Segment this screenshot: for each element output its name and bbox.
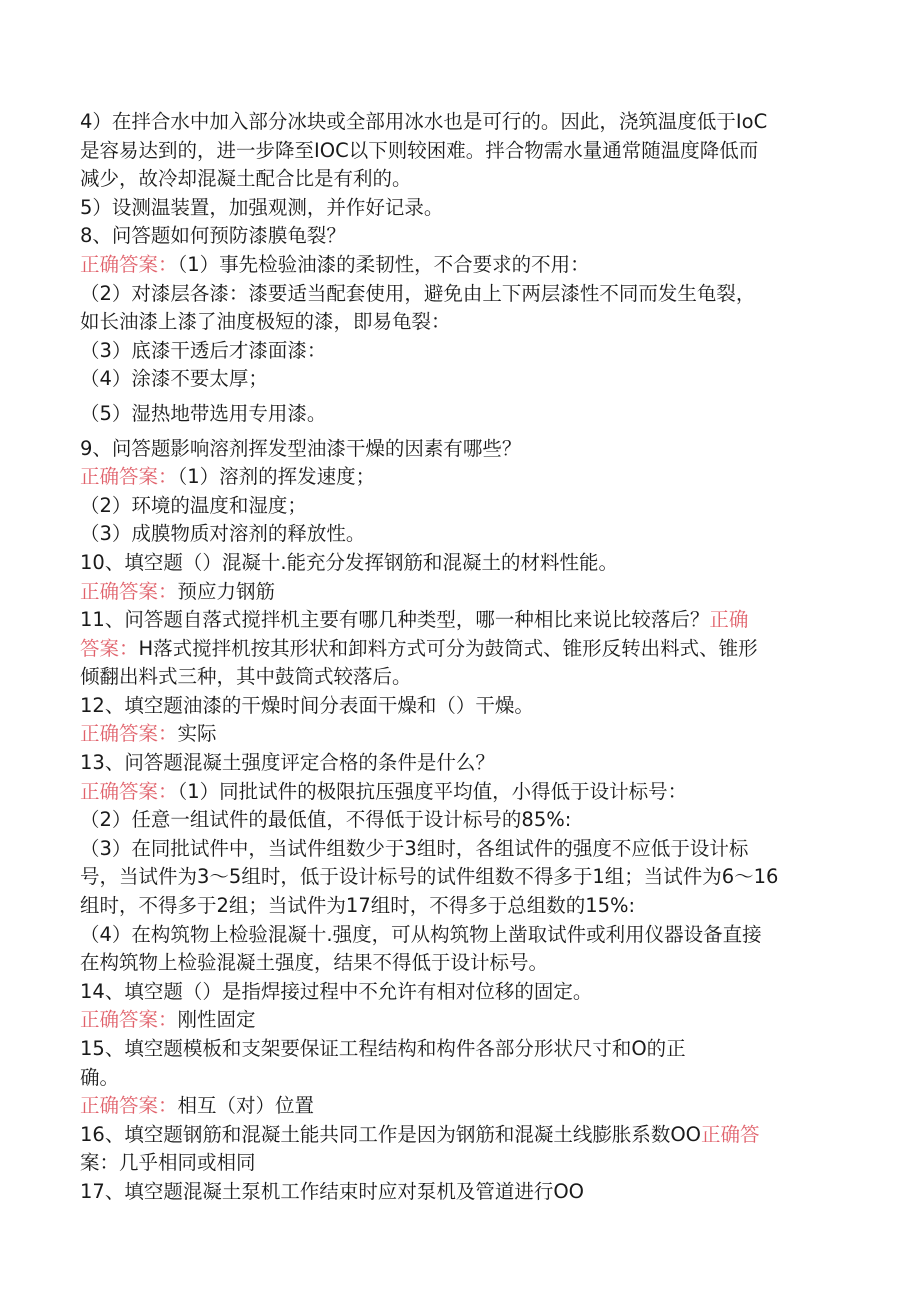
answer-label: 正确答案： [80, 579, 178, 603]
line-text: H落式搅拌机按其形状和卸料方式可分为鼓筒式、锥形反转出料式、锥形 [138, 636, 758, 660]
line-text: （2）对漆层各漆：漆要适当配套使用，避免由上下两层漆性不同而发生龟裂， [80, 281, 756, 305]
text-line [80, 635, 840, 664]
answer-label: 答案： [80, 636, 139, 660]
line-text: 减少，故冷却混凝土配合比是有利的。 [80, 167, 412, 191]
text-line [80, 1064, 840, 1093]
line-text: 15、填空题模板和支架要保证工程结构和构件各部分形状尺寸和O的正 [80, 1037, 686, 1060]
answer-label: 正确答案： [80, 1008, 178, 1032]
text-line [80, 720, 840, 749]
text-line [80, 137, 840, 166]
line-text: 组时，不得多于2组；当试件为17组时，不得多于总组数的15%: [80, 894, 636, 918]
answer-label: 正确答案： [80, 779, 178, 803]
line-text: 倾翻出料式三种，其中鼓筒式较落后。 [80, 665, 412, 689]
line-text: 5）设测温装置，加强观测，并作好记录。 [80, 195, 444, 219]
text-line [80, 949, 840, 978]
document-body [80, 108, 840, 1207]
line-text: 4）在拌合水中加入部分冰块或全部用冰水也是可行的。因此，浇筑温度低于IoC [80, 110, 768, 133]
text-line [80, 863, 840, 892]
line-text: （4）涂漆不要太厚； [80, 367, 268, 391]
text-line [80, 520, 840, 549]
text-line [80, 1035, 840, 1064]
line-text: 12、填空题油漆的干燥时间分表面干燥和（）干燥。 [80, 693, 534, 717]
answer-label: 正确答案： [80, 722, 178, 746]
text-line [80, 108, 840, 137]
text-line [80, 892, 840, 921]
text-line [80, 365, 840, 394]
text-line [80, 435, 840, 464]
text-line [80, 1121, 840, 1150]
text-line [80, 463, 840, 492]
text-line [80, 280, 840, 309]
text-line [80, 492, 840, 521]
line-text: 号，当试件为3～5组时，低于设计标号的试件组数不得多于1组；当试件为6～16 [80, 865, 779, 889]
text-line [80, 222, 840, 251]
text-line [80, 308, 840, 337]
text-line [80, 835, 840, 864]
text-line [80, 921, 840, 950]
line-text: （2）任意一组试件的最低值，不得低于设计标号的85%: [80, 808, 572, 832]
line-text: （3）底漆干透后才漆面漆： [80, 338, 327, 362]
line-text: 实际 [177, 722, 217, 746]
answer-label: 正确答案： [80, 1094, 178, 1118]
text-line [80, 578, 840, 607]
line-text: 10、填空题（）混凝十.能充分发挥钢筋和混凝土的材料性能。 [80, 550, 619, 574]
text-line [80, 749, 840, 778]
text-line [80, 1178, 840, 1207]
text-line [80, 778, 840, 807]
answer-label: 正确答案： [80, 252, 178, 276]
line-text: （2）环境的温度和湿度； [80, 493, 307, 517]
text-line [80, 549, 840, 578]
answer-label: 正确答案： [80, 465, 178, 489]
text-line [80, 337, 840, 366]
answer-label-start: 正确 [709, 608, 749, 632]
text-line [80, 1149, 840, 1178]
line-text: 相互（对）位置 [177, 1094, 315, 1118]
line-text: 17、填空题混凝土泵机工作结束时应对泵机及管道进行OO [80, 1179, 585, 1203]
line-text: 9、问答题影响溶剂挥发型油漆干燥的因素有哪些？ [80, 436, 522, 460]
text-line [80, 400, 840, 429]
answer-label-start: 正确答 [701, 1122, 760, 1146]
line-text: 11、问答题自落式搅拌机主要有哪几种类型，哪一种相比来说比较落后？ [80, 608, 710, 632]
line-text: （1）溶剂的挥发速度； [177, 465, 376, 489]
text-line [80, 663, 840, 692]
line-text: 是容易达到的，进一步降至IOC以下则较困难。拌合物需水量通常随温度降低而 [80, 138, 759, 162]
text-line [80, 194, 840, 223]
line-text: 案：几乎相同或相同 [80, 1151, 256, 1175]
line-text: （1）同批试件的极限抗压强度平均值，小得低于设计标号： [177, 779, 688, 803]
line-text: 如长油漆上漆了油度极短的漆，即易龟裂： [80, 310, 451, 334]
line-text: 8、问答题如何预防漆膜龟裂？ [80, 224, 346, 248]
line-text: （1）事先检验油漆的柔韧性，不合要求的不用： [177, 252, 590, 276]
text-line [80, 806, 840, 835]
text-line [80, 165, 840, 194]
line-text: 确。 [80, 1065, 120, 1089]
text-line [80, 1092, 840, 1121]
line-text: 13、问答题混凝土强度评定合格的条件是什么？ [80, 751, 495, 775]
line-text: 在构筑物上检验混凝土强度，结果不得低于设计标号。 [80, 951, 549, 975]
line-text: （5）湿热地带选用专用漆。 [80, 401, 327, 425]
line-text: 预应力钢筋 [177, 579, 276, 603]
text-line [80, 606, 840, 635]
line-text: 刚性固定 [177, 1008, 256, 1032]
line-text: （3）成膜物质对溶剂的释放性。 [80, 522, 366, 546]
text-line [80, 1006, 840, 1035]
text-line [80, 692, 840, 721]
line-text: 16、填空题钢筋和混凝土能共同工作是因为钢筋和混凝土线膨胀系数OO [80, 1122, 702, 1146]
text-line [80, 978, 840, 1007]
line-text: 14、填空题（）是指焊接过程中不允许有相对位移的固定。 [80, 979, 593, 1003]
line-text: （4）在构筑物上检验混凝十.强度，可从构筑物上凿取试件或利用仪器设备直接 [80, 922, 762, 946]
line-text: （3）在同批试件中，当试件组数少于3组时，各组试件的强度不应低于设计标 [80, 836, 749, 860]
text-line [80, 251, 840, 280]
